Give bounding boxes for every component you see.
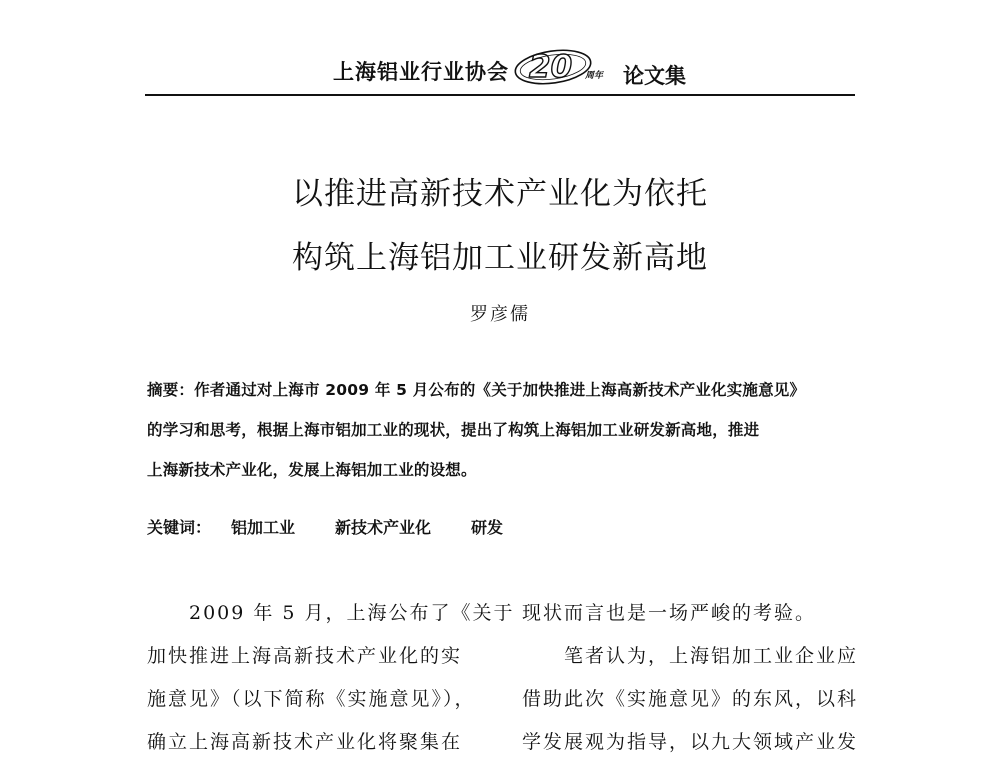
body-line: 加快推进上海高新技术产业化的实 [147, 645, 463, 667]
collection-label: 论文集 [623, 63, 686, 88]
keywords [147, 515, 503, 538]
body-line: 借助此次《实施意见》的东风，以科 [522, 688, 859, 710]
body-line: 确立上海高新技术产业化将聚集在 [147, 731, 463, 753]
body-column-right [522, 592, 858, 764]
body-line: 学发展观为指导，以九大领域产业发 [522, 731, 859, 753]
abstract-line: 摘要：作者通过对上海市 2009 年 5 月公布的《关于加快推进上海高新技术产业化实施意见》 [147, 381, 806, 399]
anniversary-logo-icon [513, 44, 613, 88]
logo-number: 20 [529, 49, 573, 85]
title-line-2: 构筑上海铝加工业研发新高地 [292, 240, 708, 276]
association-name: 上海铝业行业协会 [333, 60, 509, 84]
header-rule [145, 94, 855, 96]
body-column-left [147, 592, 515, 764]
running-header [145, 40, 855, 96]
abstract-line: 的学习和思考，根据上海市铝加工业的现状，提出了构筑上海铝加工业研发新高地，推进 [147, 421, 760, 439]
body-line: 现状而言也是一场严峻的考验。 [522, 602, 817, 624]
keyword-item: 新技术产业化 [335, 518, 432, 537]
keywords-label: 关键词： [147, 518, 212, 537]
abstract-line: 上海新技术产业化，发展上海铝加工业的设想。 [147, 461, 477, 479]
title-line-1: 以推进高新技术产业化为依托 [292, 176, 708, 212]
body-line: 施意见》（以下简称《实施意见》）， [147, 688, 476, 710]
body-line: 2009 年 5 月，上海公布了《关于 [189, 602, 515, 624]
logo-suffix: 周年 [585, 71, 604, 81]
keyword-item: 铝加工业 [231, 518, 296, 537]
keyword-item: 研发 [471, 518, 504, 537]
body-line: 笔者认为，上海铝加工业企业应 [564, 645, 859, 667]
abstract [147, 370, 867, 490]
author-name: 罗彦儒 [470, 304, 530, 325]
